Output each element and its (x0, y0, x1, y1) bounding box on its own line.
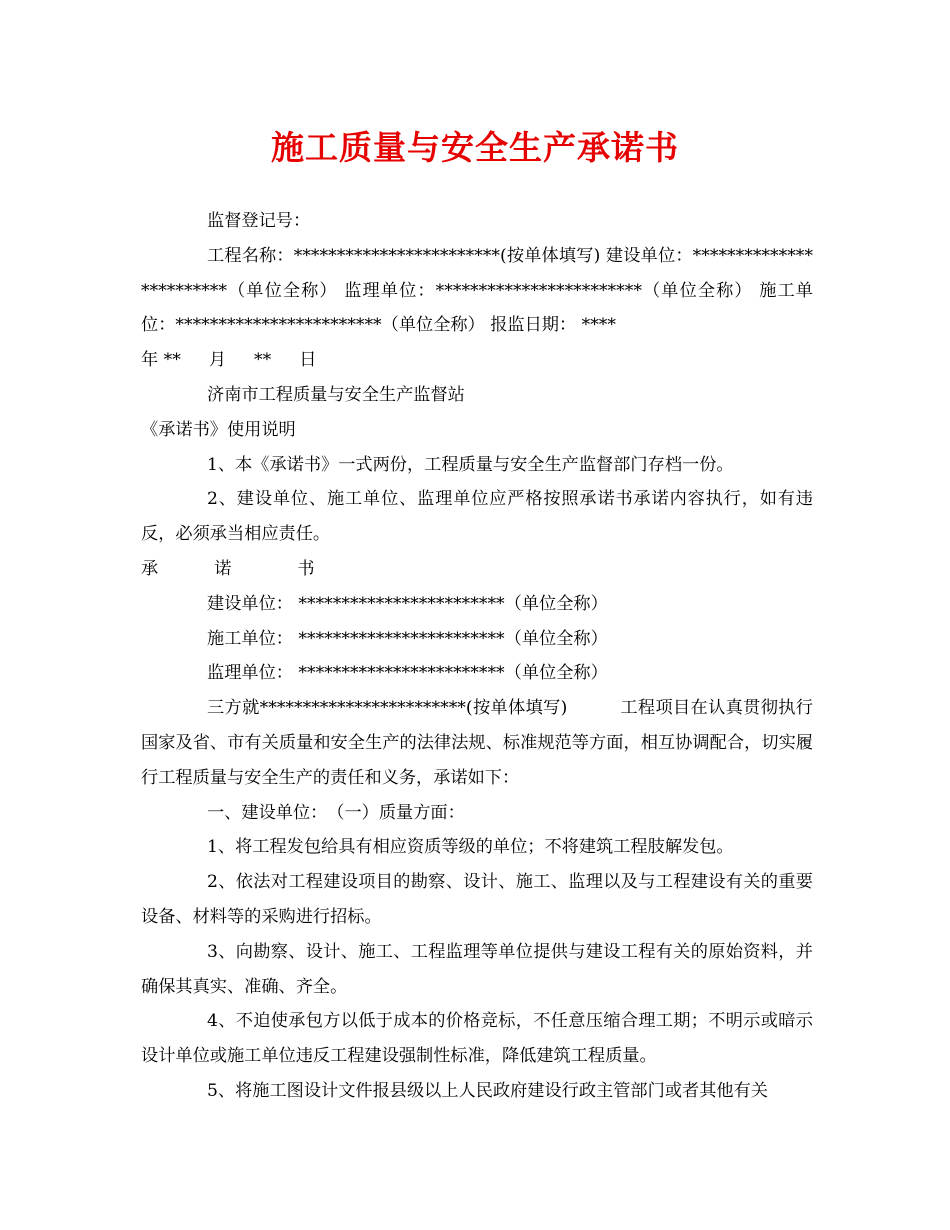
commitment-heading (141, 552, 813, 587)
document-title: 施工质量与安全生产承诺书 (271, 128, 679, 167)
project-info-paragraph: 工程名称：************************(按单体填写) 建设单位：************************（单位全称） 监理单位：************************（单位全称） 施工单位：************************（单位全称） 报监日期： **** (141, 245, 813, 336)
clause-4: 4、不迫使承包方以低于成本的价格竞标，不任意压缩合理工期；不明示或暗示设计单位或施工单位违反工程建设强制性标准，降低建筑工程质量。 (141, 1011, 813, 1067)
commitment-heading-char-3: 书 (297, 558, 315, 579)
instruction-item-2: 2、建设单位、施工单位、监理单位应严格按照承诺书承诺内容执行，如有违反，必须承当相应责任。 (141, 489, 813, 545)
party-contractor-unit: 施工单位： ************************（单位全称） (207, 628, 608, 649)
clause-5: 5、将施工图设计文件报县级以上人民政府建设行政主管部门或者其他有关 (207, 1080, 768, 1101)
date-day-value: ** (254, 350, 272, 371)
party-construction-unit: 建设单位： ************************（单位全称） (207, 593, 608, 614)
commitment-heading-char-1: 承 (141, 558, 159, 579)
commitment-intro-paragraph: 三方就************************(按单体填写) 工程项目在认真贯彻执行国家及省、市有关质量和安全生产的法律法规、标准规范等方面，相互协调配合，切实履行工程质量与安全生产的责任和义务，承诺如下： (141, 698, 813, 788)
document-body (141, 204, 813, 1109)
supervision-station-name: 济南市工程质量与安全生产监督站 (207, 384, 465, 405)
commitment-heading-char-2: 诺 (214, 558, 232, 579)
usage-instructions-heading: 《承诺书》使用说明 (141, 419, 296, 440)
clause-2: 2、依法对工程建设项目的勘察、设计、施工、监理以及与工程建设有关的重要设备、材料等的采购进行招标。 (141, 872, 813, 927)
party-supervision-unit: 监理单位： ************************（单位全称） (207, 663, 608, 684)
date-year: 年 ** (141, 350, 181, 371)
date-day: 日 (299, 350, 317, 371)
clause-3: 3、向勘察、设计、施工、工程监理等单位提供与建设工程有关的原始资料，并确保其真实、准确、齐全。 (141, 941, 813, 997)
report-date-line (141, 343, 813, 378)
date-month: 月 (208, 350, 227, 371)
section-heading-construction-quality: 一、建设单位： （一）质量方面： (207, 802, 465, 823)
clause-1: 1、将工程发包给具有相应资质等级的单位；不将建筑工程肢解发包。 (207, 837, 734, 858)
instruction-item-1: 1、本《承诺书》一式两份，工程质量与安全生产监督部门存档一份。 (207, 454, 734, 475)
registration-number-line: 监督登记号： (207, 211, 311, 231)
